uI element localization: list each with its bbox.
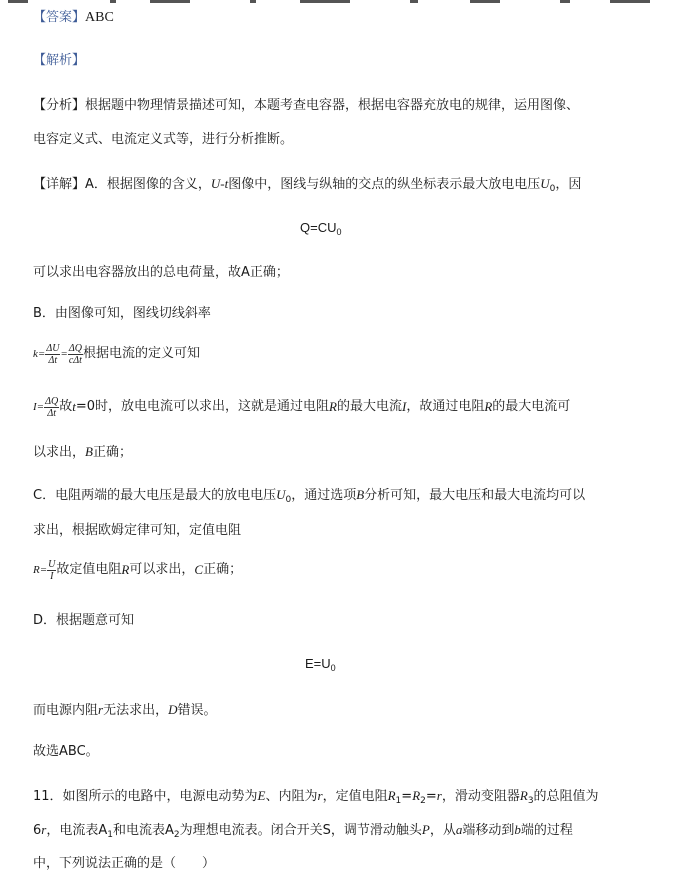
eq2-mid: = <box>313 656 322 671</box>
eq1-lhs: Q <box>300 220 311 235</box>
detail-d-line-1: D．根据题意可知 <box>33 613 135 628</box>
frac2-den: cΔt <box>68 354 82 366</box>
q11-l2j: a <box>455 822 463 837</box>
c-text3e: 正确； <box>203 562 243 577</box>
answer-value: ABC <box>85 10 114 25</box>
q11-l1o: 3 <box>527 796 534 806</box>
i-label: I <box>33 401 37 413</box>
detail-b-slope-eq <box>33 341 200 368</box>
b-text3a: 故 <box>59 399 73 414</box>
c-text3c: 可以求出， <box>129 562 195 577</box>
c-text3b: R <box>121 562 130 577</box>
fenxi-line-1 <box>33 97 579 115</box>
c-text1b: U <box>276 487 286 502</box>
fraction-dq-dt <box>44 396 59 419</box>
frac2-num: ΔQ <box>68 342 82 354</box>
k-eq: = <box>37 348 46 360</box>
q11-l1p: 的总阻值为 <box>533 789 599 804</box>
q11-l2d: 1 <box>107 830 113 840</box>
b-text4b: B <box>85 444 93 459</box>
q11-l1j: 2 <box>420 796 426 806</box>
equation-e-u0 <box>305 655 336 673</box>
detail-tag: 【详解】 <box>33 177 86 192</box>
fenxi-tag: 【分析】 <box>33 98 86 113</box>
detail-b-line-4 <box>33 443 132 462</box>
eq1-mid: =C <box>310 220 328 235</box>
q11-l2g: 为理想电流表。闭合开关S，调节滑动触头 <box>179 823 422 838</box>
frac4-num: U <box>48 558 56 570</box>
c-text1d: ，通过选项 <box>291 488 357 503</box>
b-text3h: R <box>484 399 493 414</box>
q11-l1m: ，滑动变阻器 <box>441 789 520 804</box>
q11-l2h: P <box>421 822 430 837</box>
i-eq: = <box>36 401 45 413</box>
q11-l1k: = <box>425 789 437 804</box>
b-text3g: ，故通过电阻 <box>406 399 485 414</box>
q11-l2f: 2 <box>173 830 180 840</box>
detail-b-line-1: B．由图像可知，图线切线斜率 <box>33 306 211 321</box>
var-u0-sub: 0 <box>549 184 556 194</box>
frac3-den: Δt <box>47 407 56 419</box>
analysis-tag: 【解析】 <box>33 53 86 68</box>
eq2-lhs: E <box>305 656 314 671</box>
q11-l1g: 1 <box>395 796 402 806</box>
r-label: R <box>33 564 40 576</box>
d-end-b: r <box>98 702 104 717</box>
answer-tag: 【答案】 <box>33 10 86 25</box>
detail-c-line-2: 求出，根据欧姆定律可知，定值电阻 <box>33 523 242 538</box>
c-text1e: B <box>356 487 365 502</box>
var-u0: U <box>540 176 550 191</box>
c-text3d: C <box>194 562 204 577</box>
b-text3e: 的最大电流 <box>336 399 402 414</box>
q11-l2b: r <box>41 822 47 837</box>
q11-l1i: R <box>412 788 421 803</box>
k-label: k <box>33 348 38 360</box>
detail-d-conclusion <box>33 701 217 720</box>
q11-l1b: E <box>257 788 266 803</box>
q11-l1h: = <box>401 789 413 804</box>
q11-line-2 <box>33 821 573 840</box>
q11-l1a: 11．如图所示的电路中，电源电动势为 <box>33 789 258 804</box>
fraction-dq-cdt <box>68 343 83 366</box>
frac1-num: ΔU <box>46 342 60 354</box>
b-text3i: 的最大电流可 <box>492 399 571 414</box>
q11-line-1 <box>33 787 599 806</box>
var-t: t <box>224 176 229 191</box>
q11-l2c: ，电流表A <box>46 823 108 838</box>
frac1-den: Δt <box>48 354 58 366</box>
c-text1f: 分析可知，最大电压和最大电流均可以 <box>364 488 586 503</box>
eq2-u: U <box>321 656 331 671</box>
c-text1a: C．电阻两端的最大电压是最大的放电电压 <box>33 488 277 503</box>
eq1-sub: 0 <box>336 227 342 237</box>
d-end-d: D <box>168 702 178 717</box>
q11-l2i: ，从 <box>429 823 456 838</box>
c-text1c: 0 <box>285 495 292 505</box>
fenxi-text-1: 根据题中物理情景描述可知，本题考查电容器，根据电容器充放电的规律，运用图像、 <box>85 98 580 113</box>
b-text3d: R <box>329 399 337 414</box>
d-end-a: 而电源内阻 <box>33 703 99 718</box>
q11-l1l: r <box>436 788 442 803</box>
fraction-du-dt <box>45 343 60 366</box>
q11-l1e: ，定值电阻 <box>322 789 388 804</box>
fenxi-line-2: 电容定义式、电流定义式等，进行分析推断。 <box>33 132 294 147</box>
q11-l1f: R <box>387 788 396 803</box>
equation-q-cu0 <box>300 219 342 237</box>
detail-a-line <box>33 175 581 194</box>
detail-b-text-2: 根据电流的定义可知 <box>82 346 200 361</box>
d-end-c: 无法求出， <box>103 703 169 718</box>
c-text3a: 故定值电阻 <box>56 562 122 577</box>
eq2-sub: 0 <box>330 663 336 673</box>
q11-l2l: b <box>514 822 521 837</box>
final-choice: 故选ABC。 <box>33 744 99 759</box>
detail-c-resistance-eq <box>33 557 242 584</box>
answer-line <box>33 9 114 27</box>
eq1-u: U <box>327 220 337 235</box>
d-end-e: 错误。 <box>177 703 217 718</box>
frac4-den: I <box>50 570 54 582</box>
detail-c-line-1 <box>33 486 585 505</box>
r-eq: = <box>39 564 48 576</box>
detail-a-conclusion: 可以求出电容器放出的总电荷量，故A正确； <box>33 265 289 280</box>
q11-l1d: r <box>317 788 323 803</box>
b-text3f: I <box>401 399 407 414</box>
detail-a-text-1: A．根据图像的含义， <box>85 177 211 192</box>
top-cropped-text-strip <box>0 0 692 5</box>
detail-a-text-2: 图像中，图线与纵轴的交点的纵坐标表示最大放电电压 <box>228 177 541 192</box>
q11-l2e: 和电流表A <box>112 823 174 838</box>
var-u: U- <box>210 176 225 191</box>
b-text4c: 正确； <box>92 445 132 460</box>
q11-l1c: 、内阻为 <box>265 789 318 804</box>
q11-line-3: 中，下列说法正确的是（ ） <box>33 856 216 871</box>
detail-a-text-3: ，因 <box>555 177 582 192</box>
b-text4a: 以求出， <box>33 445 86 460</box>
b-text3c: =0时，放电电流可以求出，这就是通过电阻 <box>75 399 330 414</box>
q11-l1n: R <box>519 788 528 803</box>
detail-b-current-eq <box>33 394 570 421</box>
b-text3b: t <box>72 399 76 414</box>
k-eq-2: = <box>60 348 68 360</box>
q11-l2a: 6 <box>33 823 42 838</box>
q11-l2m: 端的过程 <box>520 823 573 838</box>
q11-l2k: 端移动到 <box>462 823 515 838</box>
frac3-num: ΔQ <box>45 395 59 407</box>
